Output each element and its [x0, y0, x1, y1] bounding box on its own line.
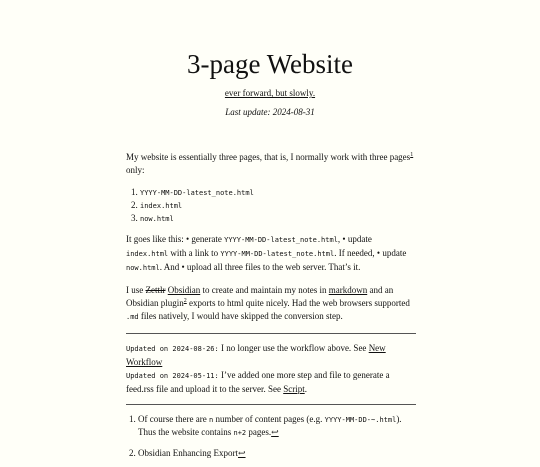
- tools-paragraph: [126, 284, 416, 324]
- file-name: index.html: [140, 202, 183, 210]
- strikethrough-zettlr: Zettlr: [145, 285, 166, 295]
- process-text: . And • upload all three files to the web server. That’s it.: [159, 262, 361, 272]
- footnote-backref-icon[interactable]: ↩: [237, 448, 246, 458]
- footnote-backref-icon[interactable]: ↩: [271, 427, 279, 437]
- update-label: Updated on 2024-05-11:: [126, 372, 219, 380]
- footnote-text: ). Thus the website contains: [138, 414, 402, 437]
- tools-text: to create and maintain my notes in: [200, 285, 329, 295]
- new-workflow-link[interactable]: New Workflow: [126, 343, 386, 367]
- obsidian-link[interactable]: Obsidian: [167, 285, 201, 295]
- script-link[interactable]: Script: [283, 384, 305, 394]
- update-label: Updated on 2024-08-26:: [126, 345, 219, 353]
- intro-paragraph: [126, 151, 416, 177]
- update-text: I no longer use the workflow above. See: [218, 343, 369, 353]
- code-latest-note: YYYY-MM-DD-latest_note.html: [220, 250, 335, 258]
- last-update: Last update: 2024-08-31: [225, 107, 315, 117]
- footnote-text: number of content pages (e.g.: [213, 414, 325, 424]
- update-note: [126, 342, 416, 369]
- footnote-ref-1[interactable]: 1: [410, 152, 414, 158]
- intro-text-end: only:: [126, 165, 145, 175]
- tagline: [0, 87, 540, 99]
- process-text: with a link to: [168, 248, 221, 258]
- page-title: 3-page Website: [186, 49, 354, 79]
- footnote-text: Obsidian Enhancing Export: [138, 448, 238, 458]
- tagline-link[interactable]: ever forward, but slowly.: [224, 88, 316, 98]
- process-paragraph: [126, 233, 416, 275]
- code-latest-note: YYYY-MM-DD-latest_note.html: [224, 236, 338, 244]
- code-content-pages: YYYY-MM-DD-~.html: [324, 416, 397, 424]
- code-now: now.html: [126, 264, 160, 272]
- file-name: YYYY-MM-DD-latest_note.html: [140, 189, 254, 197]
- article-body: [126, 151, 416, 467]
- update-notes: [126, 342, 416, 396]
- list-item: [140, 199, 416, 212]
- code-index: index.html: [126, 250, 169, 258]
- file-name: now.html: [140, 215, 174, 223]
- list-item: [140, 212, 416, 225]
- update-text: I’ve added one more step and file to generate a feed.rss file and upload it to the server. See: [126, 370, 390, 394]
- code-md: .md: [126, 313, 139, 321]
- process-text: It goes like this: • generate: [126, 234, 225, 244]
- divider: [126, 333, 416, 334]
- code-n: n: [208, 416, 214, 424]
- tools-text: files natively, I would have skipped the conversion step.: [138, 311, 343, 321]
- code-n-plus-2: n+2: [233, 429, 247, 437]
- footnote-ref-2[interactable]: 2: [183, 298, 187, 304]
- markdown-link[interactable]: markdown: [328, 285, 368, 295]
- update-note: [126, 369, 416, 396]
- footnotes-list: [126, 413, 416, 459]
- footnote-text: Of course there are: [138, 414, 209, 424]
- intro-text: My website is essentially three pages, that is, I normally work with three pages: [126, 152, 411, 162]
- process-text: . If needed, • update: [334, 248, 407, 258]
- update-end: .: [304, 384, 307, 394]
- footnote-2: [138, 447, 416, 459]
- footnote-text: pages.: [246, 427, 272, 437]
- tools-text: and an Obsidian plugin: [126, 285, 394, 308]
- footnote-1: [138, 413, 416, 439]
- process-text: , • update: [337, 234, 372, 244]
- tools-text: exports to html quite nicely. Had the web browsers supported: [186, 298, 410, 308]
- list-item: [140, 186, 416, 199]
- file-list: [126, 186, 416, 225]
- tools-text: I use: [126, 285, 146, 295]
